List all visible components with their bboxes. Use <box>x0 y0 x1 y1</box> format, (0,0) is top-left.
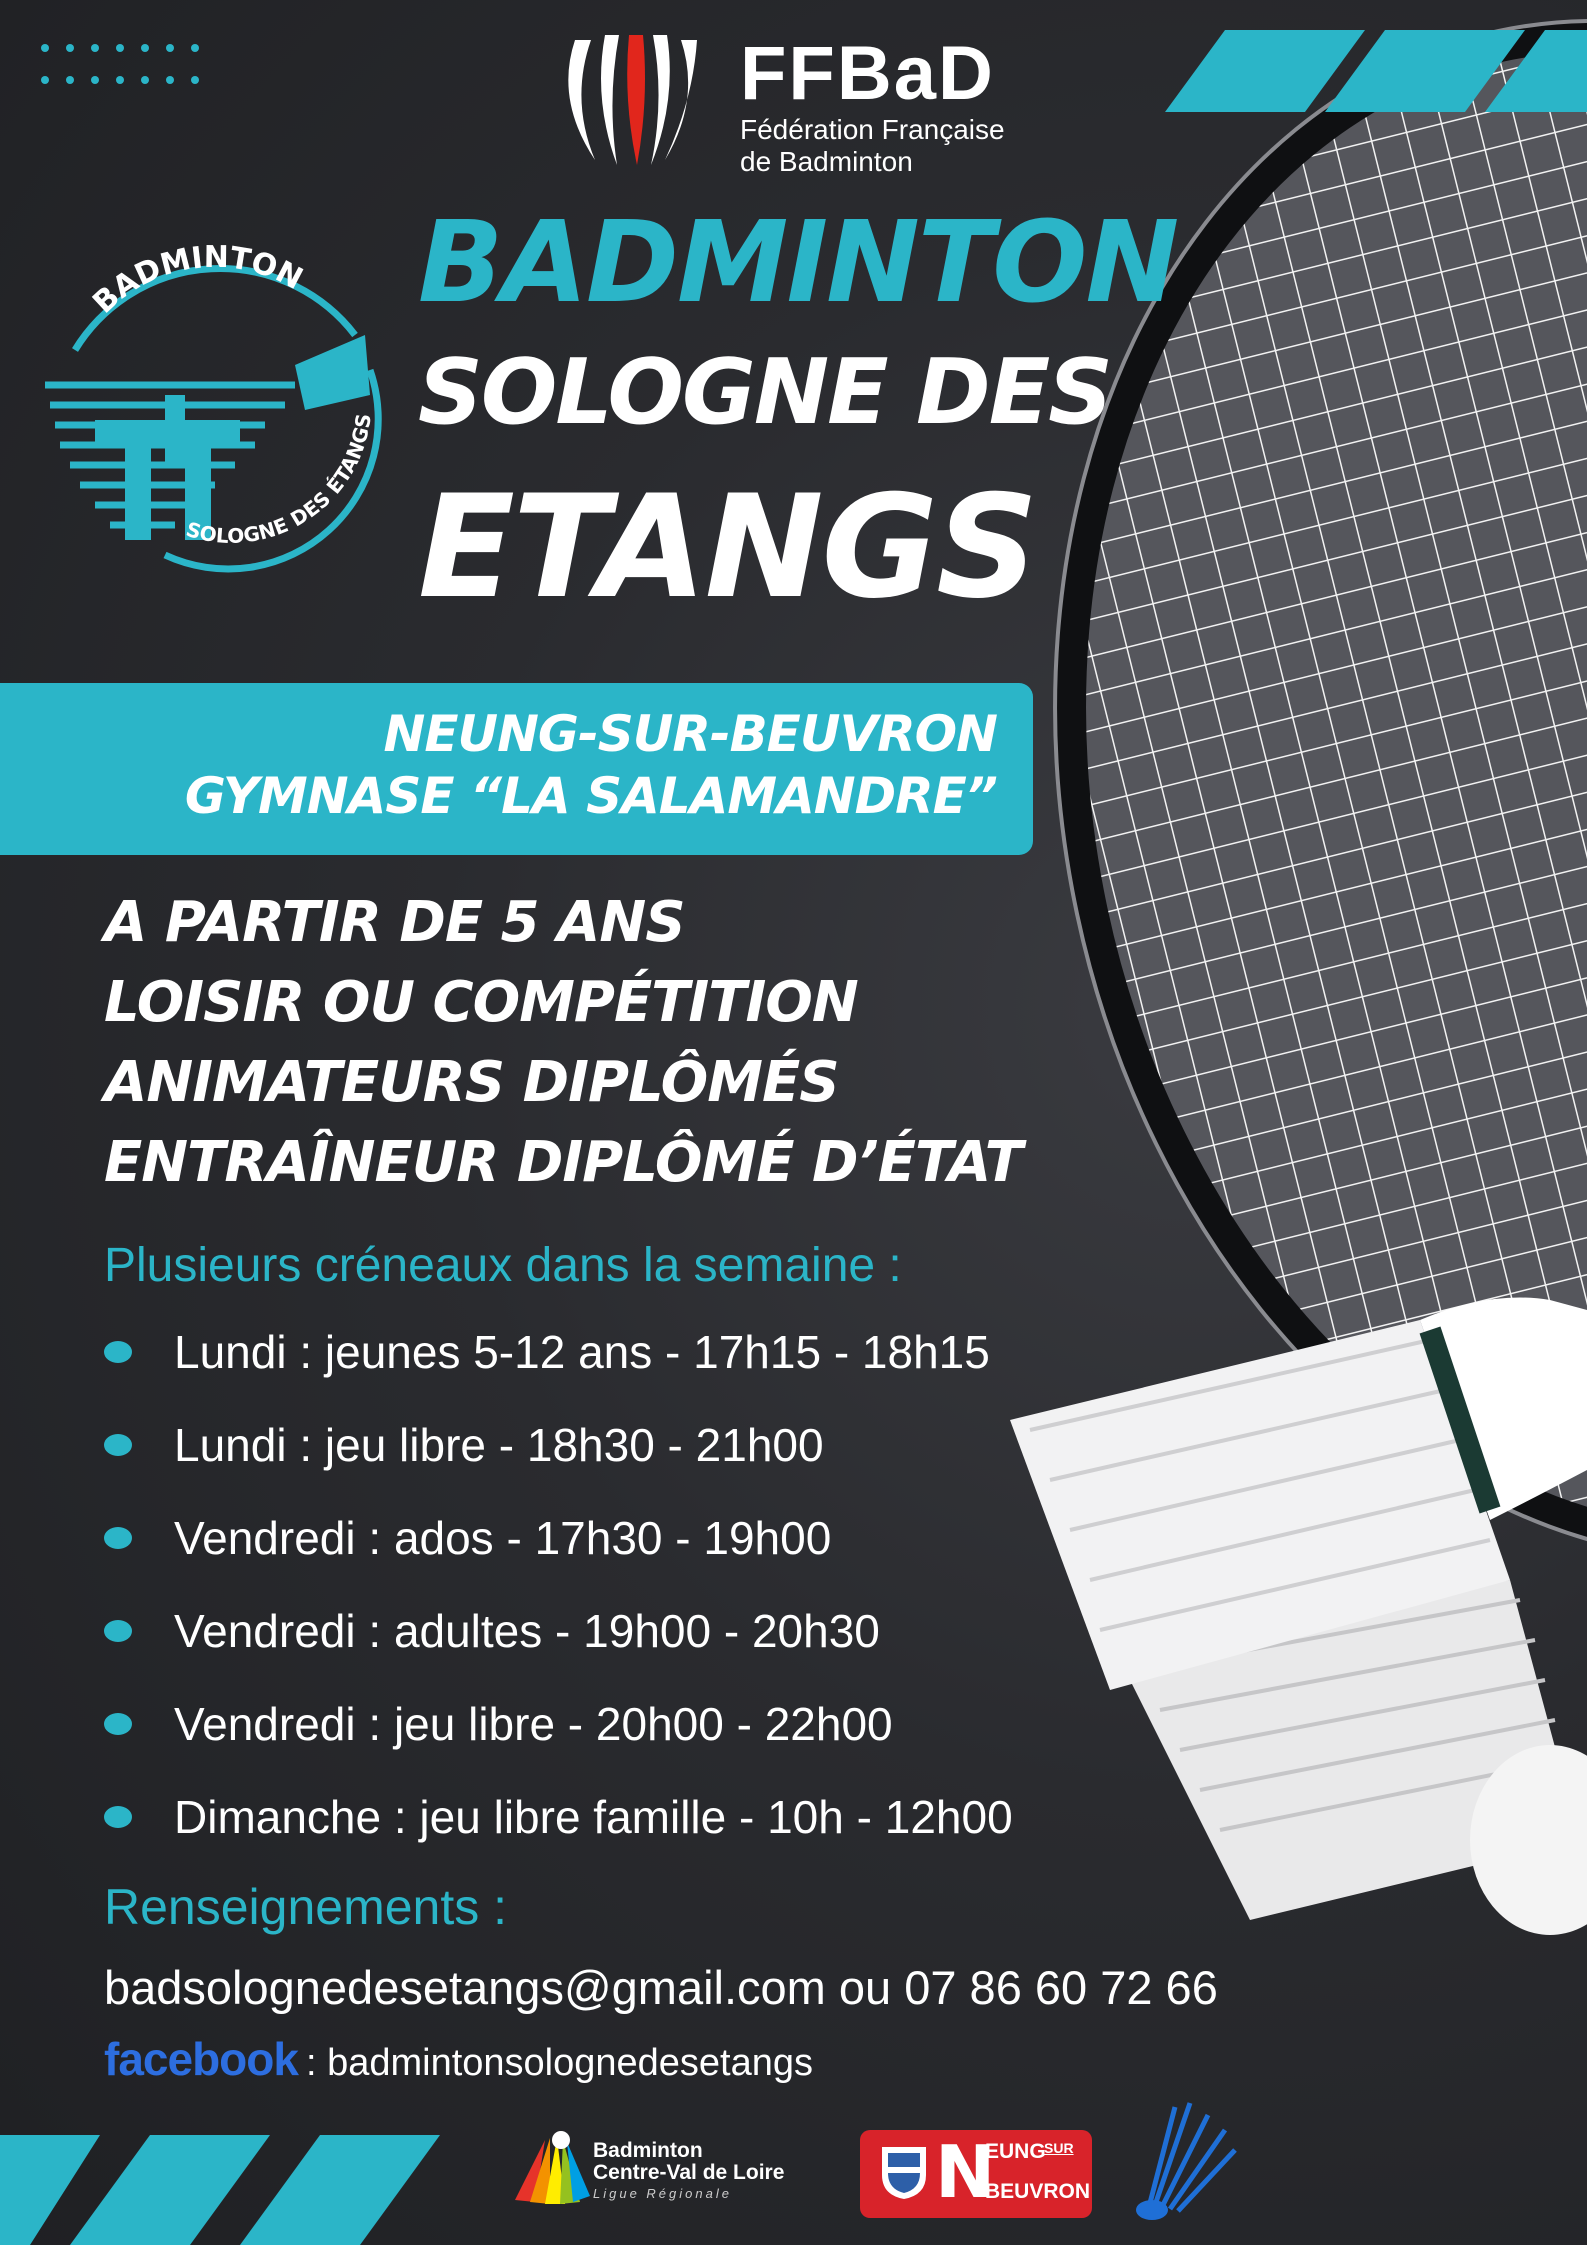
ffbad-subtitle-line1: Fédération Française <box>740 114 1005 145</box>
schedule-slot-text: Lundi : jeunes 5-12 ans - 17h15 - 18h15 <box>174 1326 990 1378</box>
schedule-slot-text: Lundi : jeu libre - 18h30 - 21h00 <box>174 1419 824 1471</box>
club-logo-bottom-text: SOLOGNE DES ÉTANGS <box>183 412 376 549</box>
schedule-intro: Plusieurs créneaux dans la semaine : <box>104 1239 902 1292</box>
ligue-logo-text <box>593 2140 784 2184</box>
town-logo-line1: EUNG <box>985 2140 1046 2163</box>
title-line3: ETANGS <box>418 465 1037 630</box>
facebook-row[interactable] <box>104 2032 813 2086</box>
schedule-slot <box>104 1604 880 1658</box>
schedule-slot-text: Vendredi : ados - 17h30 - 19h00 <box>174 1512 832 1564</box>
feature-age: A PARTIR DE 5 ANS <box>104 890 685 955</box>
town-logo-sur: SUR <box>1044 2140 1074 2156</box>
contact-line[interactable]: badsolognedesetangs@gmail.com ou 07 86 60 72 66 <box>104 1961 1218 2014</box>
bottom-left-stripes <box>0 2135 480 2245</box>
town-logo-n: N <box>935 2130 996 2214</box>
ffbad-subtitle <box>740 114 1005 178</box>
schedule-slot <box>104 1790 1013 1844</box>
title-line1: BADMINTON <box>418 198 1178 328</box>
ffbad-subtitle-line2: de Badminton <box>740 146 913 177</box>
ligue-logo-icon <box>505 2130 590 2210</box>
facebook-handle[interactable]: : badmintonsolognedesetangs <box>305 2042 813 2084</box>
schedule-slot <box>104 1697 893 1751</box>
club-logo-top-text: BADMINTON <box>86 239 309 321</box>
title-line2: SOLOGNE DES <box>418 340 1111 445</box>
feature-mode: LOISIR OU COMPÉTITION <box>104 970 858 1035</box>
bullet-icon <box>104 1713 132 1735</box>
ffbad-shuttle-logo <box>555 30 715 170</box>
town-logo-line2: BEUVRON <box>985 2180 1091 2203</box>
ligue-subtitle: Ligue Régionale <box>593 2186 732 2201</box>
blue-shuttle-icon <box>1130 2095 1240 2225</box>
club-logo <box>25 235 395 575</box>
schedule-slot-text: Vendredi : adultes - 19h00 - 20h30 <box>174 1605 880 1657</box>
schedule-slot <box>104 1511 831 1565</box>
top-right-stripes <box>1165 30 1587 120</box>
bullet-icon <box>104 1620 132 1642</box>
bullet-icon <box>104 1434 132 1456</box>
feature-trainer: ENTRAÎNEUR DIPLÔMÉ D’ÉTAT <box>104 1130 1023 1195</box>
feature-coaches: ANIMATEURS DIPLÔMÉS <box>104 1050 839 1115</box>
location-town: NEUNG-SUR-BEUVRON <box>383 705 997 763</box>
ffbad-name: FFBaD <box>740 31 995 116</box>
schedule-slot-text: Dimanche : jeu libre famille - 10h - 12h00 <box>174 1791 1013 1843</box>
info-label: Renseignements : <box>104 1879 508 1935</box>
dot-grid-decoration <box>40 40 220 100</box>
schedule-slot-text: Vendredi : jeu libre - 20h00 - 22h00 <box>174 1698 893 1750</box>
schedule-slot <box>104 1325 990 1379</box>
town-crest-icon <box>880 2145 928 2201</box>
schedule-slot <box>104 1418 824 1472</box>
bullet-icon <box>104 1806 132 1828</box>
bullet-icon <box>104 1341 132 1363</box>
ligue-line2: Centre-Val de Loire <box>593 2161 785 2184</box>
shuttlecock-illustration <box>990 1280 1587 1960</box>
facebook-logo-word: facebook <box>104 2033 298 2085</box>
svg-text:BADMINTON <box>86 240 308 321</box>
bullet-icon <box>104 1527 132 1549</box>
location-gym: GYMNASE “LA SALAMANDRE” <box>184 767 997 825</box>
ligue-line1: Badminton <box>593 2139 703 2162</box>
location-banner <box>0 683 1033 855</box>
